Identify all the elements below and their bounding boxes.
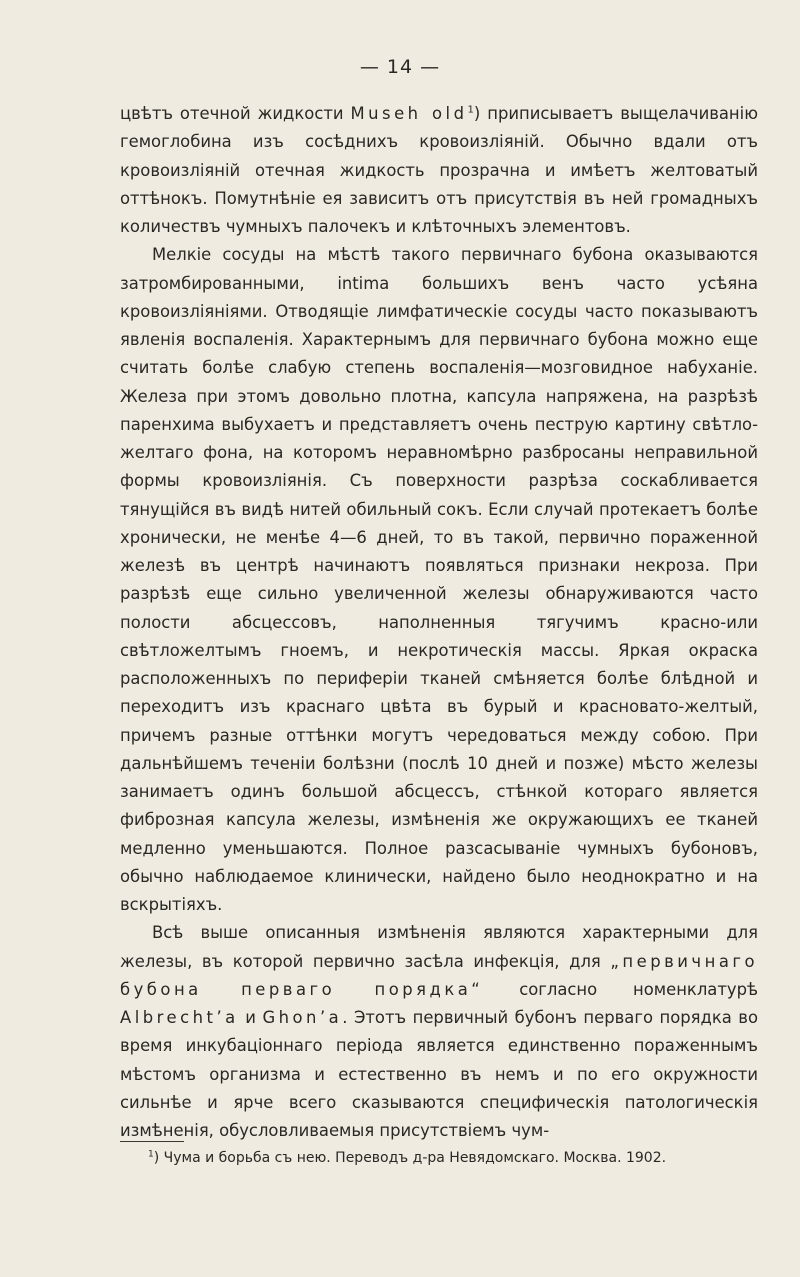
text-run: и bbox=[238, 1008, 263, 1027]
author-name-museh: Museh old bbox=[350, 104, 468, 123]
paragraph bbox=[120, 919, 758, 1145]
paragraph bbox=[120, 100, 758, 241]
text-run: Всѣ выше описанныя измѣненія являются характерными для железы, въ которой первично засѣла инфекція, для bbox=[120, 923, 758, 971]
footnote-mark: 1 bbox=[148, 1149, 154, 1160]
text-run: . Этотъ первичный бубонъ перваго порядка во время инкубаціоннаго періода является единственно пораженнымъ мѣстомъ организма и естественно въ немъ и по его окружности сильнѣе и ярче всего сказываются специфическія патологическія измѣненія, обусловливаемыя присутствіемъ чум- bbox=[120, 1008, 758, 1140]
text-run: цвѣтъ отечной жидкости bbox=[120, 104, 351, 123]
paragraph bbox=[120, 241, 758, 919]
text-run: Мелкіе сосуды на мѣстѣ такого первичнаго бубона оказываются затромбированными, intima большихъ венъ часто усѣяна кровоизліяніями. Отводящіе лимфатическіе сосуды часто показываютъ явленія воспаленія. Характернымъ для первичнаго бубона можно еще считать болѣе слабую степень воспаленія—мозговидное набуханіе. Железа при этомъ довольно плотна, капсула напряжена, на разрѣзѣ паренхима выбухаетъ и представляетъ очень пеструю картину свѣтло-желтаго фона, на которомъ неравномѣрно разбросаны неправильной формы кровоизліянія. Съ поверхности разрѣза соскабливается тянущійся въ видѣ нитей обильный сокъ. Если случай протекаетъ болѣе хронически, не менѣе 4—6 дней, то въ такой, первично пораженной железѣ въ центрѣ начинаютъ появляться признаки некроза. При разрѣзѣ еще сильно увеличенной железы обнаруживаются часто полости абсцессовъ, наполненныя тягучимъ красно-или свѣтложелтымъ гноемъ, и некротическія массы. Яркая окраска расположенныхъ по периферіи тканей смѣняется болѣе блѣдной и переходитъ изъ краснаго цвѣта въ бурый и красновато-желтый, причемъ разные оттѣнки могутъ чередоваться между собою. При дальнѣйшемъ теченіи болѣзни (послѣ 10 дней и позже) мѣсто железы занимаетъ одинъ большой абсцессъ, стѣнкой котораго является фиброзная капсула железы, измѣненія же окружающихъ ее тканей медленно уменьшаются. Полное разсасываніе чумныхъ бубоновъ, обычно наблюдаемое клинически, найдено было неоднократно и на вскрытіяхъ. bbox=[120, 245, 758, 914]
footnote-divider bbox=[120, 1141, 184, 1142]
text-run: ) приписываетъ выщелачиванію гемоглобина изъ сосѣднихъ кровоизліяній. Обычно вдали отъ кровоизліяній отечная жидкость прозрачна и имѣетъ желтоватый оттѣнокъ. Помутнѣніе ея зависитъ отъ присутствія въ ней громадныхъ количествъ чумныхъ палочекъ и клѣточныхъ элементовъ. bbox=[120, 104, 758, 236]
author-name-albrecht: Albrecht’a bbox=[120, 1008, 239, 1027]
emphasized-term: „первичнаго бубона перваго порядка“ bbox=[120, 951, 758, 999]
body-text bbox=[120, 100, 758, 1145]
text-run: согласно номенклатурѣ bbox=[483, 979, 759, 999]
footnote-text: ) Чума и борьба съ нею. Переводъ д-ра Невядомскаго. Москва. 1902. bbox=[153, 1150, 667, 1166]
author-name-ghon: Ghon’a bbox=[262, 1008, 343, 1027]
footnote bbox=[120, 1148, 758, 1168]
page-number: — 14 — bbox=[359, 56, 441, 78]
footnote-reference: 1 bbox=[467, 104, 474, 116]
